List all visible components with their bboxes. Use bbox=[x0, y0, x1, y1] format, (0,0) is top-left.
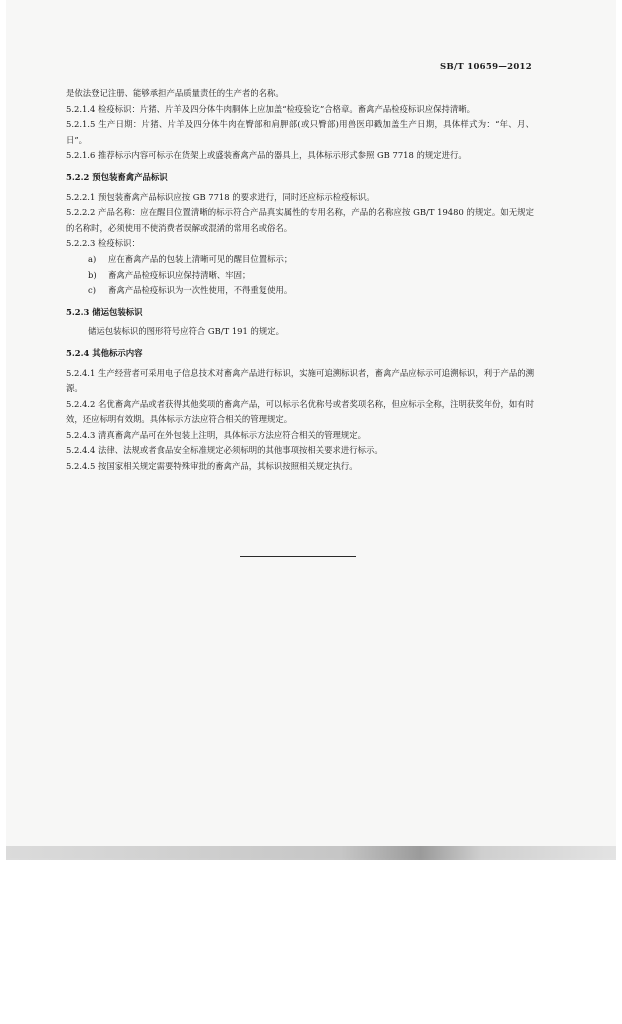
clause-5-2-2-3: 5.2.2.3 检疫标识： bbox=[66, 238, 140, 249]
document-number: SB/T 10659—2012 bbox=[440, 62, 532, 72]
end-rule-divider bbox=[240, 556, 356, 557]
paragraph: 储运包装标识的图形符号应符合 GB/T 191 的规定。 bbox=[88, 326, 284, 337]
scan-shadow-edge bbox=[6, 846, 616, 860]
list-item-text: 畜禽产品检疫标识应保持清晰、牢固； bbox=[108, 269, 251, 280]
list-item bbox=[66, 268, 534, 284]
list-item bbox=[66, 252, 534, 268]
paragraph: 是依法登记注册、能够承担产品质量责任的生产者的名称。 bbox=[66, 88, 284, 98]
clause-5-2-4-5: 5.2.4.5 按国家相关规定需要特殊审批的畜禽产品，其标识按照相关规定执行。 bbox=[66, 461, 358, 472]
list-item-label: c) bbox=[88, 285, 96, 296]
section-heading-5-2-3: 5.2.3 储运包装标识 bbox=[66, 306, 143, 317]
clause-5-2-4-4: 5.2.4.4 法律、法规或者食品安全标准规定必须标明的其他事项按相关要求进行标示。 bbox=[66, 445, 383, 456]
clause-5-2-1-4: 5.2.1.4 检疫标识：片猪、片羊及四分体牛肉胴体上应加盖“检疫验讫”合格章。畜禽产品检疫标识应保持清晰。 bbox=[66, 103, 476, 114]
list-item-label: b) bbox=[88, 269, 97, 280]
clause-5-2-4-3: 5.2.4.3 清真畜禽产品可在外包装上注明，具体标示方法应符合相关的管理规定。 bbox=[66, 429, 366, 440]
section-heading-5-2-4: 5.2.4 其他标示内容 bbox=[66, 347, 143, 358]
clause-5-2-4-2: 5.2.4.2 名优畜禽产品或者获得其他奖项的畜禽产品，可以标示名优称号或者奖项名称，但应标示全称，注明获奖年份，如有时效，还应标明有效期。具体标示方法应符合相关的管理规定。 bbox=[66, 398, 534, 425]
list-item bbox=[66, 283, 534, 299]
clause-5-2-2-2: 5.2.2.2 产品名称：应在醒目位置清晰的标示符合产品真实属性的专用名称，产品的名称应按 GB/T 19480 的规定。如无规定的名称时，必须使用不使消费者误解或混淆的常用名或俗名。 bbox=[66, 207, 534, 233]
clause-5-2-4-1: 5.2.4.1 生产经营者可采用电子信息技术对畜禽产品进行标识，实施可追溯标识者，畜禽产品应标示可追溯标识，利于产品的溯源。 bbox=[66, 367, 534, 394]
list-item-text: 畜禽产品检疫标识为一次性使用，不得重复使用。 bbox=[108, 285, 293, 296]
section-heading-5-2-2: 5.2.2 预包装畜禽产品标识 bbox=[66, 171, 168, 182]
list-item-text: 应在畜禽产品的包装上清晰可见的醒目位置标示； bbox=[108, 253, 293, 264]
list-item-label: a) bbox=[88, 253, 97, 264]
clause-5-2-2-1: 5.2.2.1 预包装畜禽产品标识应按 GB 7718 的要求进行，同时还应标示检疫标识。 bbox=[66, 191, 375, 202]
clause-5-2-1-6: 5.2.1.6 推荐标示内容可标示在货架上或盛装畜禽产品的器具上，具体标示形式参照 GB 7718 的规定进行。 bbox=[66, 150, 467, 161]
clause-5-2-1-5: 5.2.1.5 生产日期：片猪、片羊及四分体牛肉在臀部和肩胛部(或只臀部)用兽医印戳加盖生产日期，具体样式为：“年、月、日”。 bbox=[66, 119, 534, 145]
document-body bbox=[66, 86, 534, 475]
